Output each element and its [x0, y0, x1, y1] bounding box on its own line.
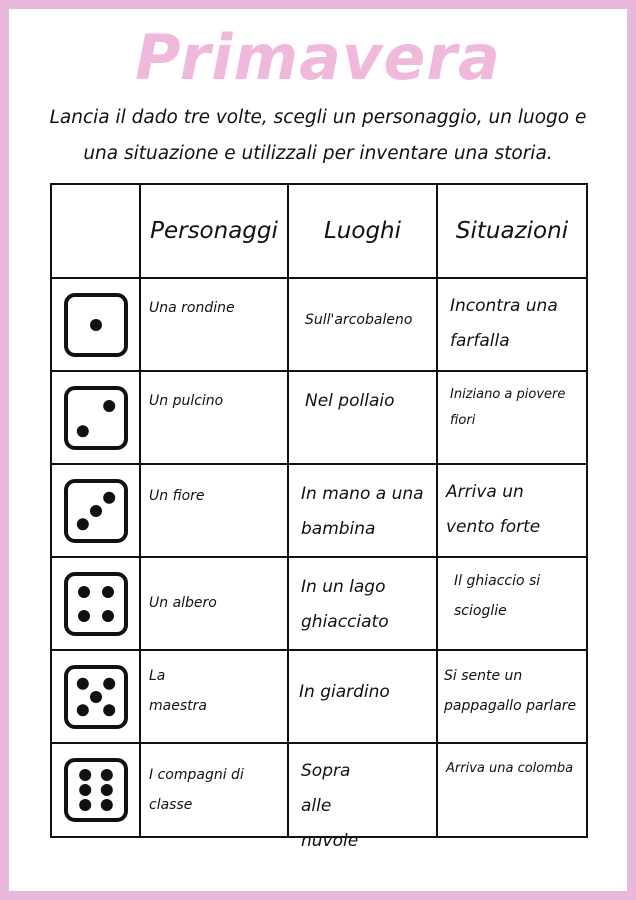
die-pip — [103, 400, 115, 412]
personaggio-cell: Un pulcino — [140, 371, 288, 464]
die-pip — [76, 704, 88, 716]
die-pip — [79, 784, 91, 796]
table-row — [51, 650, 587, 743]
personaggio-cell: Un fiore — [140, 464, 288, 557]
table-row — [51, 464, 587, 557]
die-pip — [76, 518, 88, 530]
die-face-3-icon — [52, 478, 139, 544]
die-cell — [51, 464, 140, 557]
luogo-cell: Sopra alle nuvole — [288, 743, 437, 837]
die-pip — [90, 505, 102, 517]
die-cell — [51, 557, 140, 650]
die-pip — [102, 610, 114, 622]
situazione-cell: Arriva una colomba — [437, 743, 587, 837]
die-face-2-svg — [63, 385, 129, 451]
die-outline — [66, 574, 126, 634]
die-cell — [51, 371, 140, 464]
die-pip — [79, 769, 91, 781]
die-face-1-icon — [52, 292, 139, 358]
die-pip — [100, 799, 112, 811]
instructions-text: Lancia il dado tre volte, scegli un personaggio, un luogo e una situazione e utilizzali per inventare una storia. — [49, 107, 587, 164]
luogo-cell: Nel pollaio — [288, 371, 437, 464]
die-pip — [78, 586, 90, 598]
die-pip — [90, 691, 102, 703]
die-outline — [66, 388, 126, 448]
header-personaggi: Personaggi — [140, 184, 288, 278]
personaggio-cell: La maestra — [140, 650, 288, 743]
die-pip — [76, 425, 88, 437]
die-cell — [51, 650, 140, 743]
die-pip — [78, 610, 90, 622]
die-face-5-icon — [52, 664, 139, 730]
die-face-5-svg — [63, 664, 129, 730]
die-pip — [79, 799, 91, 811]
die-pip — [100, 769, 112, 781]
die-pip — [103, 491, 115, 503]
situazione-cell: Arriva un vento forte — [437, 464, 587, 557]
table-row — [51, 743, 587, 837]
table-row — [51, 371, 587, 464]
die-pip — [102, 586, 114, 598]
die-outline — [66, 760, 126, 820]
table-row — [51, 557, 587, 650]
die-face-4-svg — [63, 571, 129, 637]
die-pip — [103, 704, 115, 716]
die-face-6-icon — [52, 757, 139, 823]
story-dice-table — [50, 183, 588, 851]
personaggio-cell: I compagni di classe — [140, 743, 288, 837]
die-face-4-icon — [52, 571, 139, 637]
situazione-cell: Incontra una farfalla — [437, 278, 587, 371]
die-face-3-svg — [63, 478, 129, 544]
die-cell — [51, 278, 140, 371]
table-header-row — [51, 184, 587, 278]
situazione-cell: Si sente un pappagallo parlare — [437, 650, 587, 743]
luogo-cell: In un lago ghiacciato — [288, 557, 437, 650]
die-pip — [90, 319, 102, 331]
die-cell — [51, 743, 140, 837]
situazione-cell: Il ghiaccio si scioglie — [437, 557, 587, 650]
personaggio-cell: Una rondine — [140, 278, 288, 371]
header-luoghi: Luoghi — [288, 184, 437, 278]
die-pip — [100, 784, 112, 796]
die-face-6-svg — [63, 757, 129, 823]
die-pip — [76, 677, 88, 689]
luogo-cell: In mano a una bambina — [288, 464, 437, 557]
luogo-cell: In giardino — [288, 650, 437, 743]
table-row — [51, 278, 587, 371]
header-situazioni: Situazioni — [437, 184, 587, 278]
die-face-1-svg — [63, 292, 129, 358]
page-title: Primavera — [135, 21, 501, 94]
header-die-column — [51, 184, 140, 278]
die-pip — [103, 677, 115, 689]
personaggio-cell: Un albero — [140, 557, 288, 650]
situazione-cell: Iniziano a piovere fiori — [437, 371, 587, 464]
die-face-2-icon — [52, 385, 139, 451]
luogo-cell: Sull'arcobaleno — [288, 278, 437, 371]
